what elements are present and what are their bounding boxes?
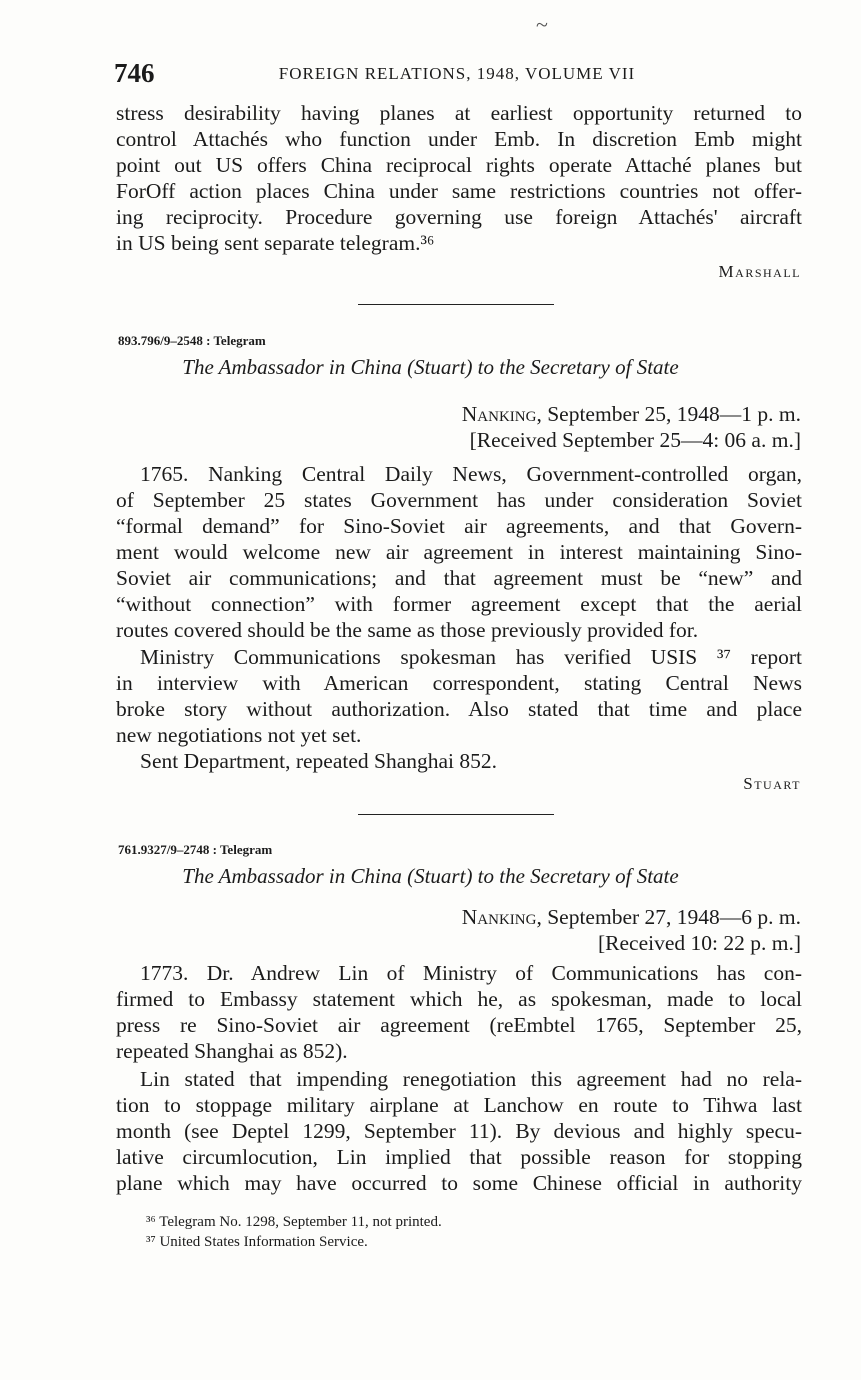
page-number: 746: [114, 58, 155, 88]
page-header: [114, 58, 800, 90]
text-line: ment would welcome new air agreement in interest maintaining Sino-: [116, 540, 802, 564]
text-line: 1765. Nanking Central Daily News, Government-controlled organ,: [140, 462, 802, 486]
top-paragraph: [116, 100, 802, 256]
footnote: ³⁶ Telegram No. 1298, September 11, not printed.: [146, 1214, 442, 1230]
document-title: The Ambassador in China (Stuart) to the Secretary of State: [182, 355, 679, 379]
text-line: new negotiations not yet set.: [116, 723, 362, 747]
footnotes: [146, 1212, 442, 1252]
dateline: [462, 401, 801, 427]
text-line: of September 25 states Government has under consideration Soviet: [116, 488, 802, 512]
text-line: control Attachés who function under Emb. In discretion Emb might: [116, 127, 802, 151]
file-reference: 893.796/9–2548 : Telegram: [118, 333, 266, 348]
text-line: press re Sino-Soviet air agreement (reEmbtel 1765, September 25,: [116, 1013, 802, 1037]
text-line: Sent Department, repeated Shanghai 852.: [140, 749, 498, 773]
text-line: stress desirability having planes at earliest opportunity returned to: [116, 101, 802, 125]
text-line: in US being sent separate telegram.³⁶: [116, 231, 435, 255]
paragraph: [116, 748, 802, 774]
place: Nanking: [461, 402, 537, 426]
date: , September 25, 1948—1 p. m.: [536, 402, 801, 426]
text-line: ForOff action places China under same restrictions countries not offer-: [116, 179, 802, 203]
text-line: routes covered should be the same as those previously provided for.: [116, 618, 699, 642]
text-line: plane which may have occurred to some Chinese official in authority: [116, 1171, 802, 1195]
paragraph: [116, 1066, 802, 1196]
text-line: 1773. Dr. Andrew Lin of Ministry of Communications has con-: [140, 961, 802, 985]
document-title: The Ambassador in China (Stuart) to the Secretary of State: [182, 864, 679, 888]
footnote: ³⁷ United States Information Service.: [146, 1234, 368, 1250]
text-line: tion to stoppage military airplane at Lanchow en route to Tihwa last: [116, 1093, 802, 1117]
paragraph: [116, 461, 802, 643]
signature-marshall: Marshall: [718, 262, 801, 281]
section-divider: [358, 814, 554, 815]
text-line: lative circumlocution, Lin implied that possible reason for stopping: [116, 1145, 802, 1169]
text-line: ing reciprocity. Procedure governing use foreign Attachés' aircraft: [116, 205, 802, 229]
text-line: “formal demand” for Sino-Soviet air agreements, and that Govern-: [116, 514, 802, 538]
text-line: point out US offers China reciprocal rights operate Attaché planes but: [116, 153, 802, 177]
text-line: “without connection” with former agreement except that the aerial: [116, 592, 802, 616]
margin-mark: ~: [536, 12, 548, 37]
text-line: broke story without authorization. Also stated that time and place: [116, 697, 802, 721]
section-divider: [358, 304, 554, 305]
text-line: month (see Deptel 1299, September 11). By devious and highly specu-: [116, 1119, 802, 1143]
text-line: Soviet air communications; and that agreement must be “new” and: [116, 566, 802, 590]
text-line: in interview with American correspondent, stating Central News: [116, 671, 802, 695]
paragraph: [116, 644, 802, 748]
text-line: Lin stated that impending renegotiation this agreement had no rela-: [140, 1067, 802, 1091]
file-reference: 761.9327/9–2748 : Telegram: [118, 842, 273, 857]
text-line: Ministry Communications spokesman has verified USIS ³⁷ report: [140, 645, 802, 669]
received-line: [Received September 25—4: 06 a. m.]: [469, 428, 801, 452]
dateline: [462, 904, 801, 930]
text-line: repeated Shanghai as 852).: [116, 1039, 348, 1063]
date: , September 27, 1948—6 p. m.: [536, 905, 801, 929]
signature-stuart: Stuart: [743, 774, 801, 793]
paragraph: [116, 960, 802, 1064]
running-head: FOREIGN RELATIONS, 1948, VOLUME VII: [278, 64, 636, 83]
place: Nanking: [461, 905, 537, 929]
received-line: [Received 10: 22 p. m.]: [597, 931, 801, 955]
text-line: firmed to Embassy statement which he, as spokesman, made to local: [116, 987, 802, 1011]
